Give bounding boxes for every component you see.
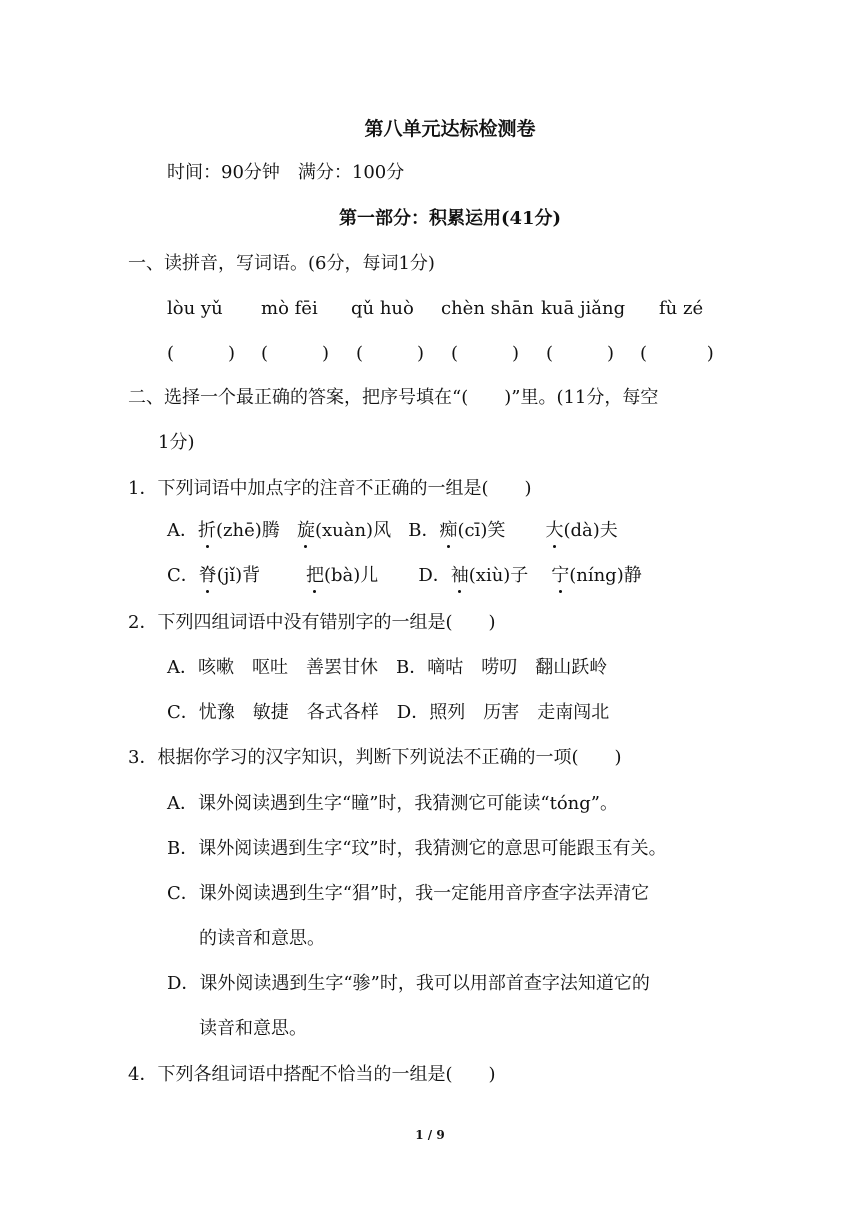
dotted-char: 折 xyxy=(198,518,216,544)
dotted-char: 大 xyxy=(545,518,563,544)
item2-stem: 2．下列四组词语中没有错别字的一组是( ) xyxy=(128,612,496,633)
item3-option-c-cont: 的读音和意思。 xyxy=(199,928,325,949)
blank-5[interactable]: ( ) xyxy=(546,343,615,364)
option-text: (bà)儿 xyxy=(323,565,379,586)
option-text: (jǐ)背 xyxy=(216,565,261,586)
item3-option-d-cont: 读音和意思。 xyxy=(199,1018,307,1039)
item4-stem: 4．下列各组词语中搭配不恰当的一组是( ) xyxy=(128,1064,496,1085)
option-text: (níng)静 xyxy=(569,565,642,586)
dotted-char: 袖 xyxy=(451,563,469,589)
option-c-label: C． xyxy=(167,565,199,586)
dotted-char: 把 xyxy=(306,563,324,589)
blank-4[interactable]: ( ) xyxy=(451,343,520,364)
pinyin-row xyxy=(167,296,703,322)
q2-heading: 二、选择一个最正确的答案，把序号填在“( )”里。(11分，每空 xyxy=(128,387,659,408)
pinyin-4: chèn shān xyxy=(441,298,534,319)
item2-options-ab: A．咳嗽 呕吐 善罢甘休 B．嘀咕 唠叨 翻山跃岭 xyxy=(167,657,608,678)
option-text: (xuàn)风 xyxy=(314,520,392,541)
pinyin-1: lòu yǔ xyxy=(167,298,223,319)
dotted-char: 脊 xyxy=(199,563,217,589)
blank-1[interactable]: ( ) xyxy=(167,343,236,364)
option-text: (dà)夫 xyxy=(563,520,618,541)
dotted-char: 旋 xyxy=(297,518,315,544)
pinyin-3: qǔ huò xyxy=(351,298,414,319)
item1-stem: 1．下列词语中加点字的注音不正确的一组是( ) xyxy=(128,478,532,499)
option-b-label: B． xyxy=(408,520,440,541)
pinyin-5: kuā jiǎng xyxy=(541,298,626,319)
item3-option-a: A．课外阅读遇到生字“瞳”时，我猜测它可能读“tóng”。 xyxy=(167,793,618,814)
option-d-label: D． xyxy=(418,565,451,586)
item3-stem: 3．根据你学习的汉字知识，判断下列说法不正确的一项( ) xyxy=(128,747,622,768)
option-text: (zhē)腾 xyxy=(216,520,280,541)
option-text: (xiù)子 xyxy=(468,565,529,586)
pinyin-2: mò fēi xyxy=(261,298,318,319)
blank-2[interactable]: ( ) xyxy=(261,343,330,364)
q1-heading: 一、读拼音，写词语。(6分，每词1分) xyxy=(128,253,435,274)
dotted-char: 宁 xyxy=(551,563,569,589)
pinyin-6: fù zé xyxy=(659,298,704,319)
exam-meta: 时间：90分钟 满分：100分 xyxy=(167,162,405,183)
q2-heading-cont: 1分) xyxy=(158,432,195,453)
page-title: 第八单元达标检测卷 xyxy=(364,118,536,140)
item3-option-c: C．课外阅读遇到生字“猖”时，我一定能用音序查字法弄清它 xyxy=(167,883,650,904)
item1-options-ab xyxy=(167,518,618,544)
item1-options-cd xyxy=(167,563,642,589)
blank-3[interactable]: ( ) xyxy=(356,343,425,364)
item3-option-b: B．课外阅读遇到生字“玟”时，我猜测它的意思可能跟玉有关。 xyxy=(167,838,667,859)
page-number: 1 / 9 xyxy=(415,1128,445,1142)
blank-6[interactable]: ( ) xyxy=(640,343,714,364)
part1-heading: 第一部分：积累运用(41分) xyxy=(338,208,562,229)
item2-options-cd: C．忧豫 敏捷 各式各样 D．照列 历害 走南闯北 xyxy=(167,702,610,723)
option-a-label: A． xyxy=(167,520,198,541)
dotted-char: 痴 xyxy=(439,518,457,544)
option-text: (cī)笑 xyxy=(457,520,506,541)
item3-option-d: D．课外阅读遇到生字“骖”时，我可以用部首查字法知道它的 xyxy=(167,973,650,994)
